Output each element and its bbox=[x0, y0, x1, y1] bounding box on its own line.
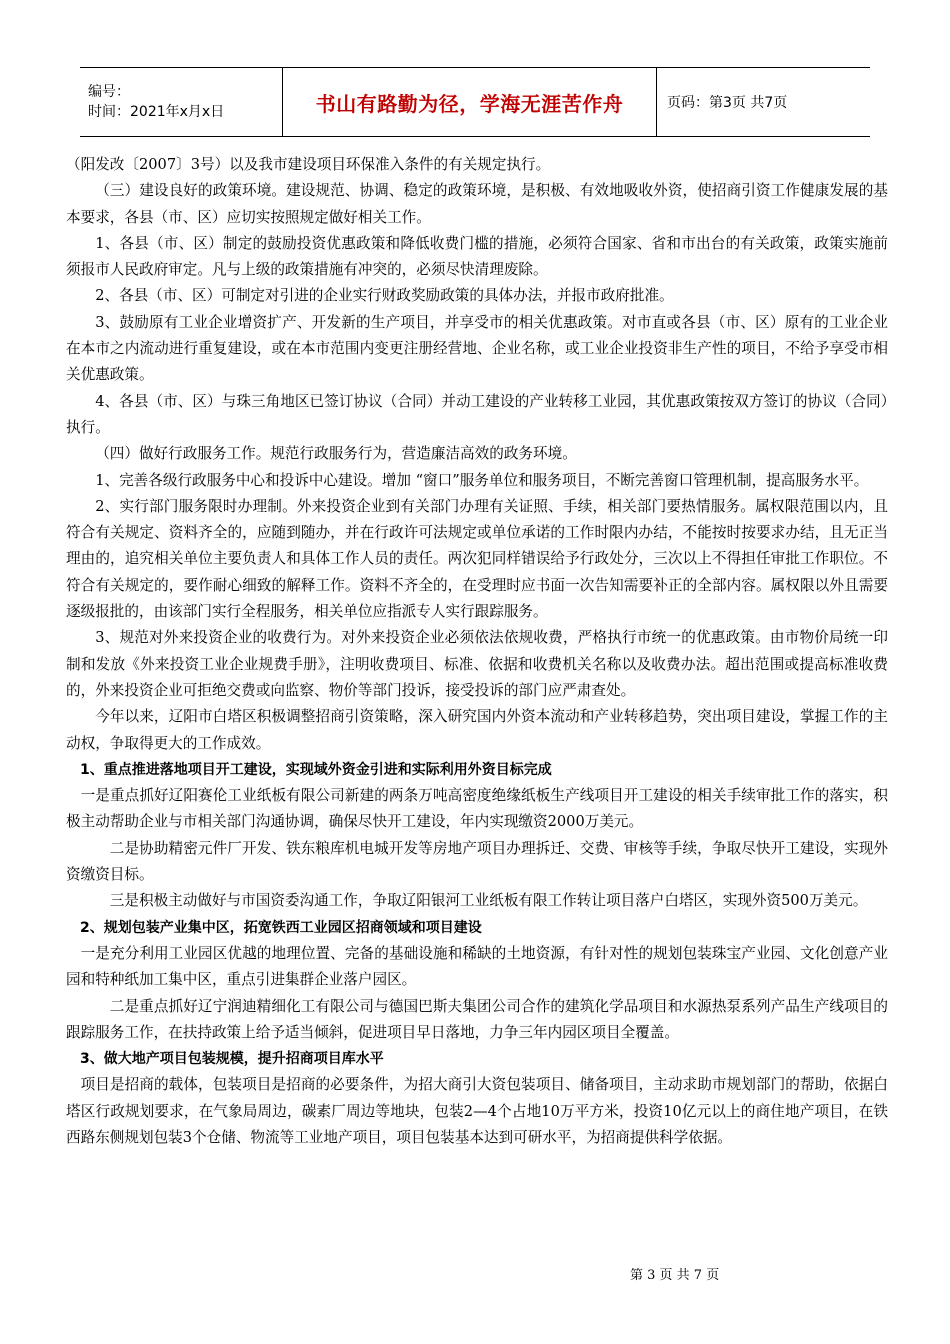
document-number-label: 编号： bbox=[88, 84, 130, 100]
paragraph: 1、完善各级行政服务中心和投诉中心建设。增加 “窗口”服务单位和服务项目，不断完善窗口管理机制，提高服务水平。 bbox=[95, 471, 869, 489]
paragraph: 3、鼓励原有工业企业增资扩产、开发新的生产项目，并享受市的相关优惠政策。对市直或各县（市、区）原有的工业企业在本市之内流动进行重复建设，或在本市范围内变更注册经营地、企业名称，或工业企业投资非生产性的项目，不给予享受市相关优惠政策。 bbox=[66, 313, 888, 384]
section-heading: 1、重点推进落地项目开工建设，实现域外资金引进和实际利用外资目标完成 bbox=[80, 761, 552, 778]
paragraph: 三是积极主动做好与市国资委沟通工作，争取辽阳银河工业纸板有限工作转让项目落户白塔区，实现外资500万美元。 bbox=[109, 892, 868, 910]
document-time: 时间：2021年x月x日 bbox=[88, 104, 225, 120]
header-motto-cell bbox=[282, 68, 657, 136]
page-header bbox=[80, 67, 870, 137]
header-meta bbox=[80, 68, 282, 136]
document-body bbox=[66, 152, 888, 1151]
paragraph: 今年以来，辽阳市白塔区积极调整招商引资策略，深入研究国内外资本流动和产业转移趋势，突出项目建设，掌握工作的主动权，争取得更大的工作成效。 bbox=[66, 708, 888, 752]
paragraph: （阳发改〔2007〕3号）以及我市建设项目环保准入条件的有关规定执行。 bbox=[66, 156, 551, 173]
section-heading: 2、规划包装产业集中区，拓宽铁西工业园区招商领域和项目建设 bbox=[80, 919, 482, 936]
header-page-info-cell bbox=[657, 68, 787, 136]
paragraph: 2、各县（市、区）可制定对引进的企业实行财政奖励政策的具体办法，并报市政府批准。 bbox=[95, 287, 674, 305]
header-motto: 书山有路勤为径，学海无涯苦作舟 bbox=[315, 91, 624, 116]
paragraph: 二是重点抓好辽宁润迪精细化工有限公司与德国巴斯夫集团公司合作的建筑化学品项目和水源热泵系列产品生产线项目的跟踪服务工作，在扶持政策上给予适当倾斜，促进项目早日落地，力争三年内园区项目全覆盖。 bbox=[66, 997, 888, 1041]
paragraph: 一是充分利用工业园区优越的地理位置、完备的基础设施和稀缺的土地资源，有针对性的规划包装珠宝产业园、文化创意产业园和特种纸加工集中区，重点引进集群企业落户园区。 bbox=[66, 944, 888, 989]
paragraph: 项目是招商的载体，包装项目是招商的必要条件，为招大商引大资包装项目、储备项目，主动求助市规划部门的帮助，依据白塔区行政规划要求，在气象局周边，碳素厂周边等地块，包装2—4个占地10万平方米，投资10亿元以上的商住地产项目，在铁西路东侧规划包装3个仓储、物流等工业地产项目，项目包装基本达到可研水平，为招商提供科学依据。 bbox=[66, 1076, 888, 1146]
paragraph: （四）做好行政服务工作。规范行政服务行为，营造廉洁高效的政务环境。 bbox=[95, 445, 577, 463]
section-heading: 3、做大地产项目包装规模，提升招商项目库水平 bbox=[80, 1051, 384, 1068]
paragraph: 4、各县（市、区）与珠三角地区已签订协议（合同）并动工建设的产业转移工业园，其优惠政策按双方签订的协议（合同）执行。 bbox=[66, 392, 888, 436]
header-page-info: 页码：第3页 共7页 bbox=[667, 95, 788, 111]
paragraph: 3、规范对外来投资企业的收费行为。对外来投资企业必须依法依规收费，严格执行市统一的优惠政策。由市物价局统一印制和发放《外来投资工业企业规费手册》，注明收费项目、标准、依据和收费机关名称以及收费办法。超出范围或提高标准收费的，外来投资企业可拒绝交费或向监察、物价等部门投诉，接受投诉的部门应严肃查处。 bbox=[66, 629, 888, 699]
paragraph: 二是协助精密元件厂开发、铁东粮库机电城开发等房地产项目办理拆迁、交费、审核等手续，争取尽快开工建设，实现外资缴资目标。 bbox=[66, 839, 888, 884]
paragraph: （三）建设良好的政策环境。建设规范、协调、稳定的政策环境，是积极、有效地吸收外资，使招商引资工作健康发展的基本要求，各县（市、区）应切实按照规定做好相关工作。 bbox=[66, 182, 888, 226]
paragraph: 1、各县（市、区）制定的鼓励投资优惠政策和降低收费门槛的措施，必须符合国家、省和市出台的有关政策，政策实施前须报市人民政府审定。凡与上级的政策措施有冲突的，必须尽快清理废除。 bbox=[66, 234, 888, 279]
paragraph: 2、实行部门服务限时办理制。外来投资企业到有关部门办理有关证照、手续，相关部门要热情服务。属权限范围以内，且符合有关规定、资料齐全的，应随到随办，并在行政许可法规定或单位承诺的工作时限内办结，不能按时按要求办结，且无正当理由的，追究相关单位主要负责人和具体工作人员的责任。两次犯同样错误给予行政处分，三次以上不得担任审批工作职位。不符合有关规定的，要作耐心细致的解释工作。资料不齐全的，在受理时应书面一次告知需要补正的全部内容。属权限以外且需要逐级报批的，由该部门实行全程服务，相关单位应指派专人实行跟踪服务。 bbox=[66, 497, 888, 621]
paragraph: 一是重点抓好辽阳赛伦工业纸板有限公司新建的两条万吨高密度绝缘纸板生产线项目开工建设的相关手续审批工作的落实，积极主动帮助企业与市相关部门沟通协调，确保尽快开工建设，年内实现缴资2000万美元。 bbox=[66, 787, 888, 831]
page-footer: 第 3 页 共 7 页 bbox=[630, 1268, 720, 1283]
